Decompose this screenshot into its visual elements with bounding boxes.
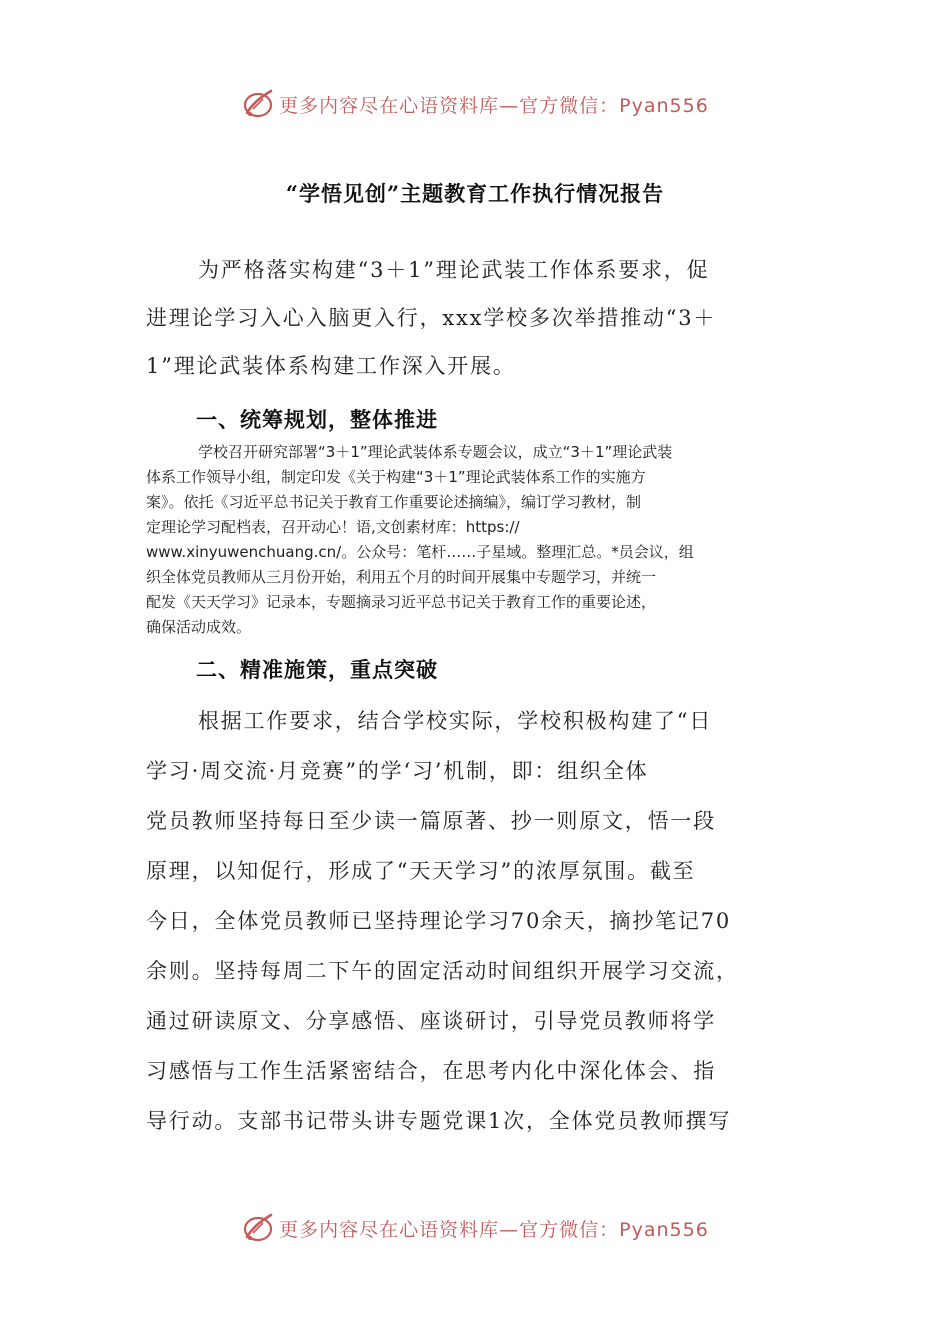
footer-watermark-banner [0, 1206, 950, 1250]
section-1-line: www.xinyuwenchuang.cn/。公众号：笔杆……子星域。整理汇总。*员会议，组 [146, 543, 694, 561]
watermark-text: 更多内容尽在心语资料库—官方微信：Pyan556 [279, 94, 709, 117]
section-2-heading: 二、精准施策，重点突破 [196, 657, 438, 682]
section-2-line: 根据工作要求，结合学校实际，学校积极构建了“日 [198, 709, 713, 733]
section-1-line: 案》。依托《习近平总书记关于教育工作重要论述摘编》，编订学习教材，制 [146, 493, 642, 511]
section-2-paragraph [146, 696, 806, 1146]
header-watermark-banner [0, 82, 950, 126]
section-2-line: 今日，全体党员教师已坚持理论学习70余天，摘抄笔记70 [146, 909, 732, 933]
section-2-line: 学习·周交流·月竞赛”的学‘习’机制，即：组织全体 [146, 759, 649, 783]
section-2-line: 导行动。支部书记带头讲专题党课1次，全体党员教师撰写 [146, 1109, 732, 1133]
intro-line: 为严格落实构建“3＋1”理论武装工作体系要求，促 [198, 258, 710, 282]
intro-line: 进理论学习入心入脑更入行，xxx学校多次举措推动“3＋ [146, 306, 717, 330]
pen-swirl-logo-icon [241, 87, 275, 121]
section-1-heading: 一、统筹规划，整体推进 [196, 407, 438, 432]
section-2-line: 党员教师坚持每日至少读一篇原著、抄一则原文，悟一段 [146, 809, 716, 833]
intro-paragraph [146, 246, 806, 390]
section-2-line: 习感悟与工作生活紧密结合，在思考内化中深化体会、指 [146, 1059, 716, 1083]
section-1-line: 确保活动成效。 [146, 618, 252, 636]
section-1-line: 织全体党员教师从三月份开始，利用五个月的时间开展集中专题学习，并统一 [146, 568, 657, 586]
intro-line: 1”理论武装体系构建工作深入开展。 [146, 354, 516, 378]
section-1-line: 配发《天天学习》记录本，专题摘录习近平总书记关于教育工作的重要论述， [146, 593, 657, 611]
section-2-line: 余则。坚持每周二下午的固定活动时间组织开展学习交流， [146, 959, 739, 983]
pen-swirl-logo-icon [241, 1211, 275, 1245]
section-2-line: 原理，以知促行，形成了“天天学习”的浓厚氛围。截至 [146, 859, 696, 883]
watermark-text: 更多内容尽在心语资料库—官方微信：Pyan556 [279, 1218, 709, 1241]
section-1-line: 定理论学习配档表，召开动心！语,文创素材库：https:// [146, 518, 520, 536]
section-1-paragraph [146, 440, 810, 640]
section-1-line: 学校召开研究部署“3＋1”理论武装体系专题会议，成立“3＋1”理论武装 [198, 443, 673, 461]
section-1-line: 体系工作领导小组，制定印发《关于构建“3＋1”理论武装体系工作的实施方 [146, 468, 646, 486]
section-2-line: 通过研读原文、分享感悟、座谈研讨，引导党员教师将学 [146, 1009, 716, 1033]
document-title: “学悟见创”主题教育工作执行情况报告 [285, 181, 665, 206]
